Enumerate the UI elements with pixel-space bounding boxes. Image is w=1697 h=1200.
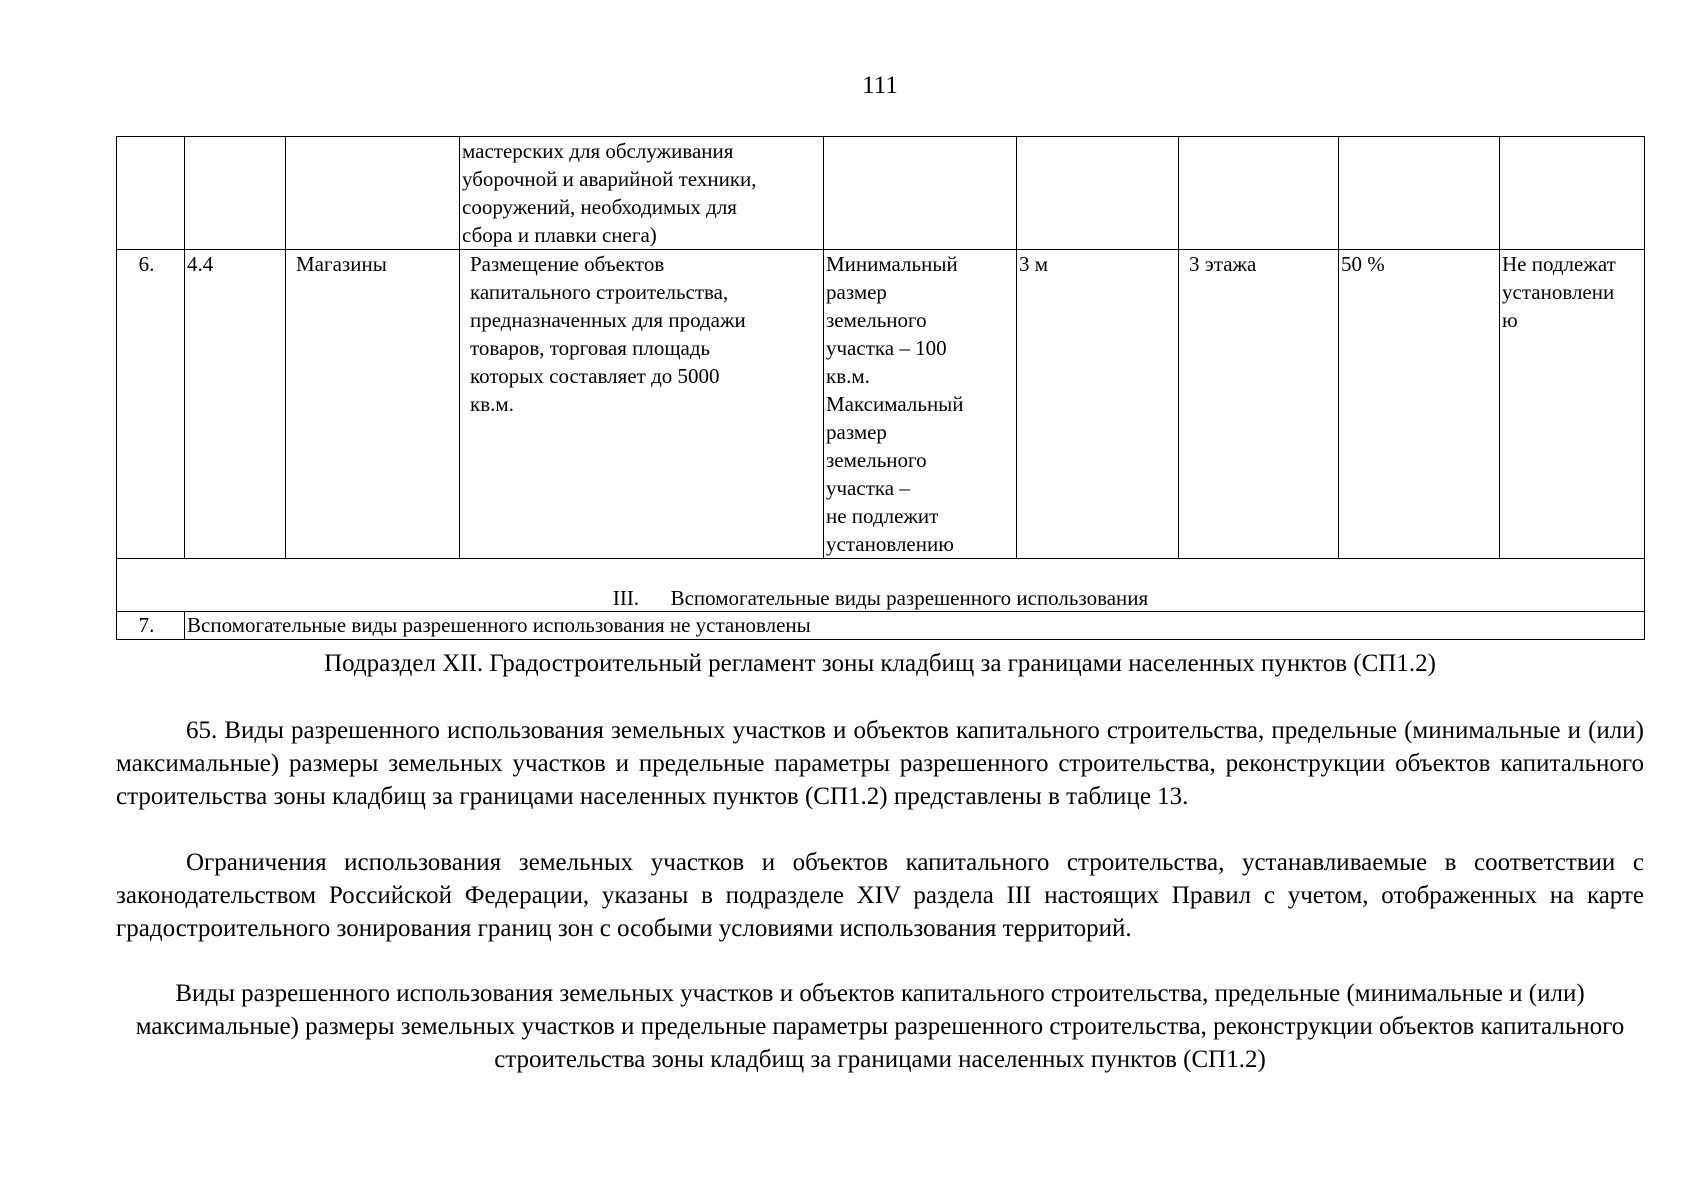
row-text: Вспомогательные виды разрешенного использования не установлены bbox=[185, 612, 1645, 640]
other-parameters: Не подлежат установлени ю bbox=[1500, 250, 1645, 559]
setback: 3 м bbox=[1017, 250, 1179, 559]
table-row bbox=[117, 612, 1645, 640]
row-number: 7. bbox=[117, 612, 185, 640]
section-heading bbox=[117, 559, 1645, 612]
table-row bbox=[117, 250, 1645, 559]
section-numeral: III. bbox=[612, 586, 640, 610]
table-row bbox=[117, 137, 1645, 250]
table-cell bbox=[1500, 137, 1645, 250]
paragraph-65: 65. Виды разрешенного использования земельных участков и объектов капитального строительства, предельные (минимальные и (или) максимальные) размеры земельных участков и предельные параметры разрешенного строительства, реконструкции объектов капитального строительства зоны кладбищ за границами населенных пунктов (СП1.2) представлены в таблице 13. bbox=[116, 717, 1644, 810]
row-number: 6. bbox=[117, 250, 185, 559]
table-cell bbox=[286, 137, 460, 250]
table-cell bbox=[824, 137, 1017, 250]
coverage-percent: 50 % bbox=[1339, 250, 1500, 559]
page-number: 111 bbox=[862, 72, 898, 99]
use-description: Размещение объектов капитального строительства, предназначенных для продажи товаров, торговая площадь которых составляет до 5000 кв.м. bbox=[460, 250, 824, 559]
table-cell bbox=[1017, 137, 1179, 250]
table-caption: Виды разрешенного использования земельных участков и объектов капитального строительства, предельные (минимальные и (или) максимальные) размеры земельных участков и предельные параметры разрешенного строительства, реконструкции объектов капитального строительства зоны кладбищ за границами населенных пунктов (СП1.2) bbox=[135, 980, 1625, 1073]
plot-size: Минимальный размер земельного участка – 100 кв.м. Максимальный размер земельного участка – не подлежит установлению bbox=[824, 250, 1017, 559]
section-title: Вспомогательные виды разрешенного использования bbox=[670, 586, 1149, 610]
paragraph-restrictions: Ограничения использования земельных участков и объектов капитального строительства, устанавливаемые в соответствии с законодательством Российской Федерации, указаны в подразделе XIV раздела III настоящих Правил с учетом, отображенных на карте градостроительного зонирования границ зон с особыми условиями использования территорий. bbox=[116, 849, 1644, 942]
use-code: 4.4 bbox=[185, 250, 286, 559]
use-name: Магазины bbox=[286, 250, 460, 559]
max-floors: 3 этажа bbox=[1179, 250, 1339, 559]
table-section-row bbox=[117, 559, 1645, 612]
table-cell-description: мастерских для обслуживания уборочной и аварийной техники, сооружений, необходимых для сбора и плавки снега) bbox=[460, 137, 824, 250]
subsection-heading: Подраздел XII. Градостроительный регламент зоны кладбищ за границами населенных пунктов (СП1.2) bbox=[324, 650, 1436, 677]
table-cell bbox=[1339, 137, 1500, 250]
table-cell bbox=[185, 137, 286, 250]
land-use-table bbox=[116, 136, 1645, 640]
table-cell bbox=[117, 137, 185, 250]
table-cell bbox=[1179, 137, 1339, 250]
